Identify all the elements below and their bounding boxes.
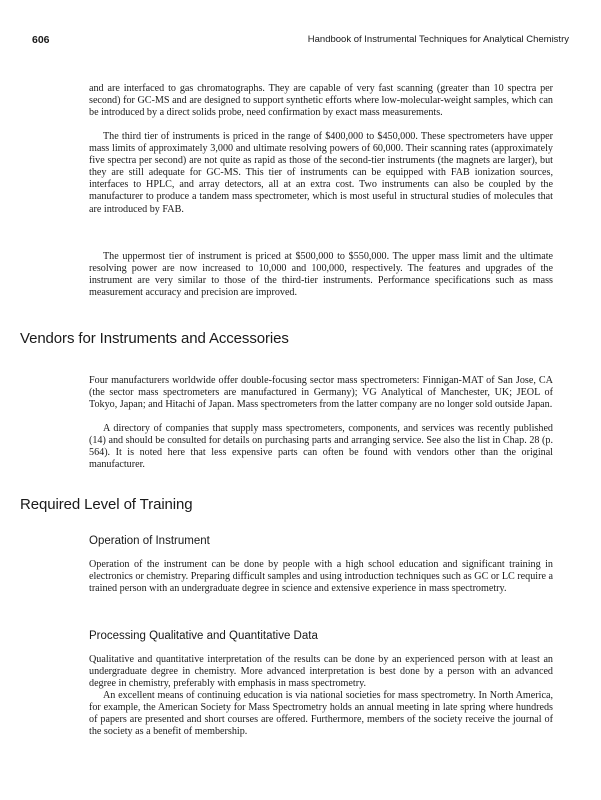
intro-paragraph-3: The uppermost tier of instrument is priced at $500,000 to $550,000. The upper mass limit and the ultimate resolving power are now increased to 10,000 and 100,000, respectively. The features and upgrades of the instrument are very similar to those of the third-tier instruments. Performance specifications such as mass measurement accuracy and precision are improved. <box>89 251 553 299</box>
subheading-operation: Operation of Instrument <box>89 535 210 547</box>
subheading-processing: Processing Qualitative and Quantitative Data <box>89 630 318 642</box>
intro-paragraph-2: The third tier of instruments is priced in the range of $400,000 to $450,000. These spectrometers have upper mass limits of approximately 3,000 and ultimate resolving powers of 60,000. Their scanning rates (approximately five spectra per second) are not quite as rapid as those of the second-tier instruments (the magnets are larger), but they are still adequate for GC-MS. This tier of instruments can be equipped with FAB ionization sources, interfaces to HPLC, and array detectors, all at an extra cost. Two instruments can also be coupled by the manufacturer to produce a tandem mass spectrometer, which is most useful in structural studies of molecules that are introduced by FAB. <box>89 131 553 215</box>
processing-paragraph-1: Qualitative and quantitative interpretation of the results can be done by an experienced person with at least an undergraduate degree in chemistry. More advanced interpretation is best done by a person with an advanced degree in chemistry, preferably with emphasis in mass spectrometry. <box>89 654 553 690</box>
intro-paragraph-1: and are interfaced to gas chromatographs. They are capable of very fast scanning (greater than 10 spectra per second) for GC-MS and are designed to support synthetic efforts where low-molecular-weight samples, which can be introduced by a direct solids probe, need confirmation by exact mass measurements. <box>89 83 553 119</box>
running-head-title: Handbook of Instrumental Techniques for Analytical Chemistry <box>307 34 569 45</box>
page-header <box>32 34 569 50</box>
section-heading-training: Required Level of Training <box>20 496 193 513</box>
section-heading-vendors: Vendors for Instruments and Accessories <box>20 330 289 347</box>
processing-paragraph-2: An excellent means of continuing education is via national societies for mass spectrometry. In North America, for example, the American Society for Mass Spectrometry holds an annual meeting in late spring where hundreds of papers are presented and short courses are offered. Furthermore, members of the society receive the journal of the society as a benefit of membership. <box>89 690 553 738</box>
vendors-paragraph-2: A directory of companies that supply mass spectrometers, components, and services was recently published (14) and should be consulted for details on purchasing parts and arranging service. See also the list in Chap. 28 (p. 564). It is noted here that less expensive parts can often be found with vendors other than the original manufacturer. <box>89 423 553 471</box>
vendors-paragraph-1: Four manufacturers worldwide offer double-focusing sector mass spectrometers: Finnigan-MAT of San Jose, CA (the sector mass spectrometers are manufactured in Germany); VG Analytical of Manchester, UK; JEOL of Tokyo, Japan; and Hitachi of Japan. Mass spectrometers from the latter company are no longer sold outside Japan. <box>89 375 553 411</box>
operation-paragraph: Operation of the instrument can be done by people with a high school education and significant training in electronics or chemistry. Preparing difficult samples and using introduction techniques such as GC or LC require a trained person with an undergraduate degree in science and extensive experience in mass spectrometry. <box>89 559 553 595</box>
page-number: 606 <box>32 34 50 46</box>
